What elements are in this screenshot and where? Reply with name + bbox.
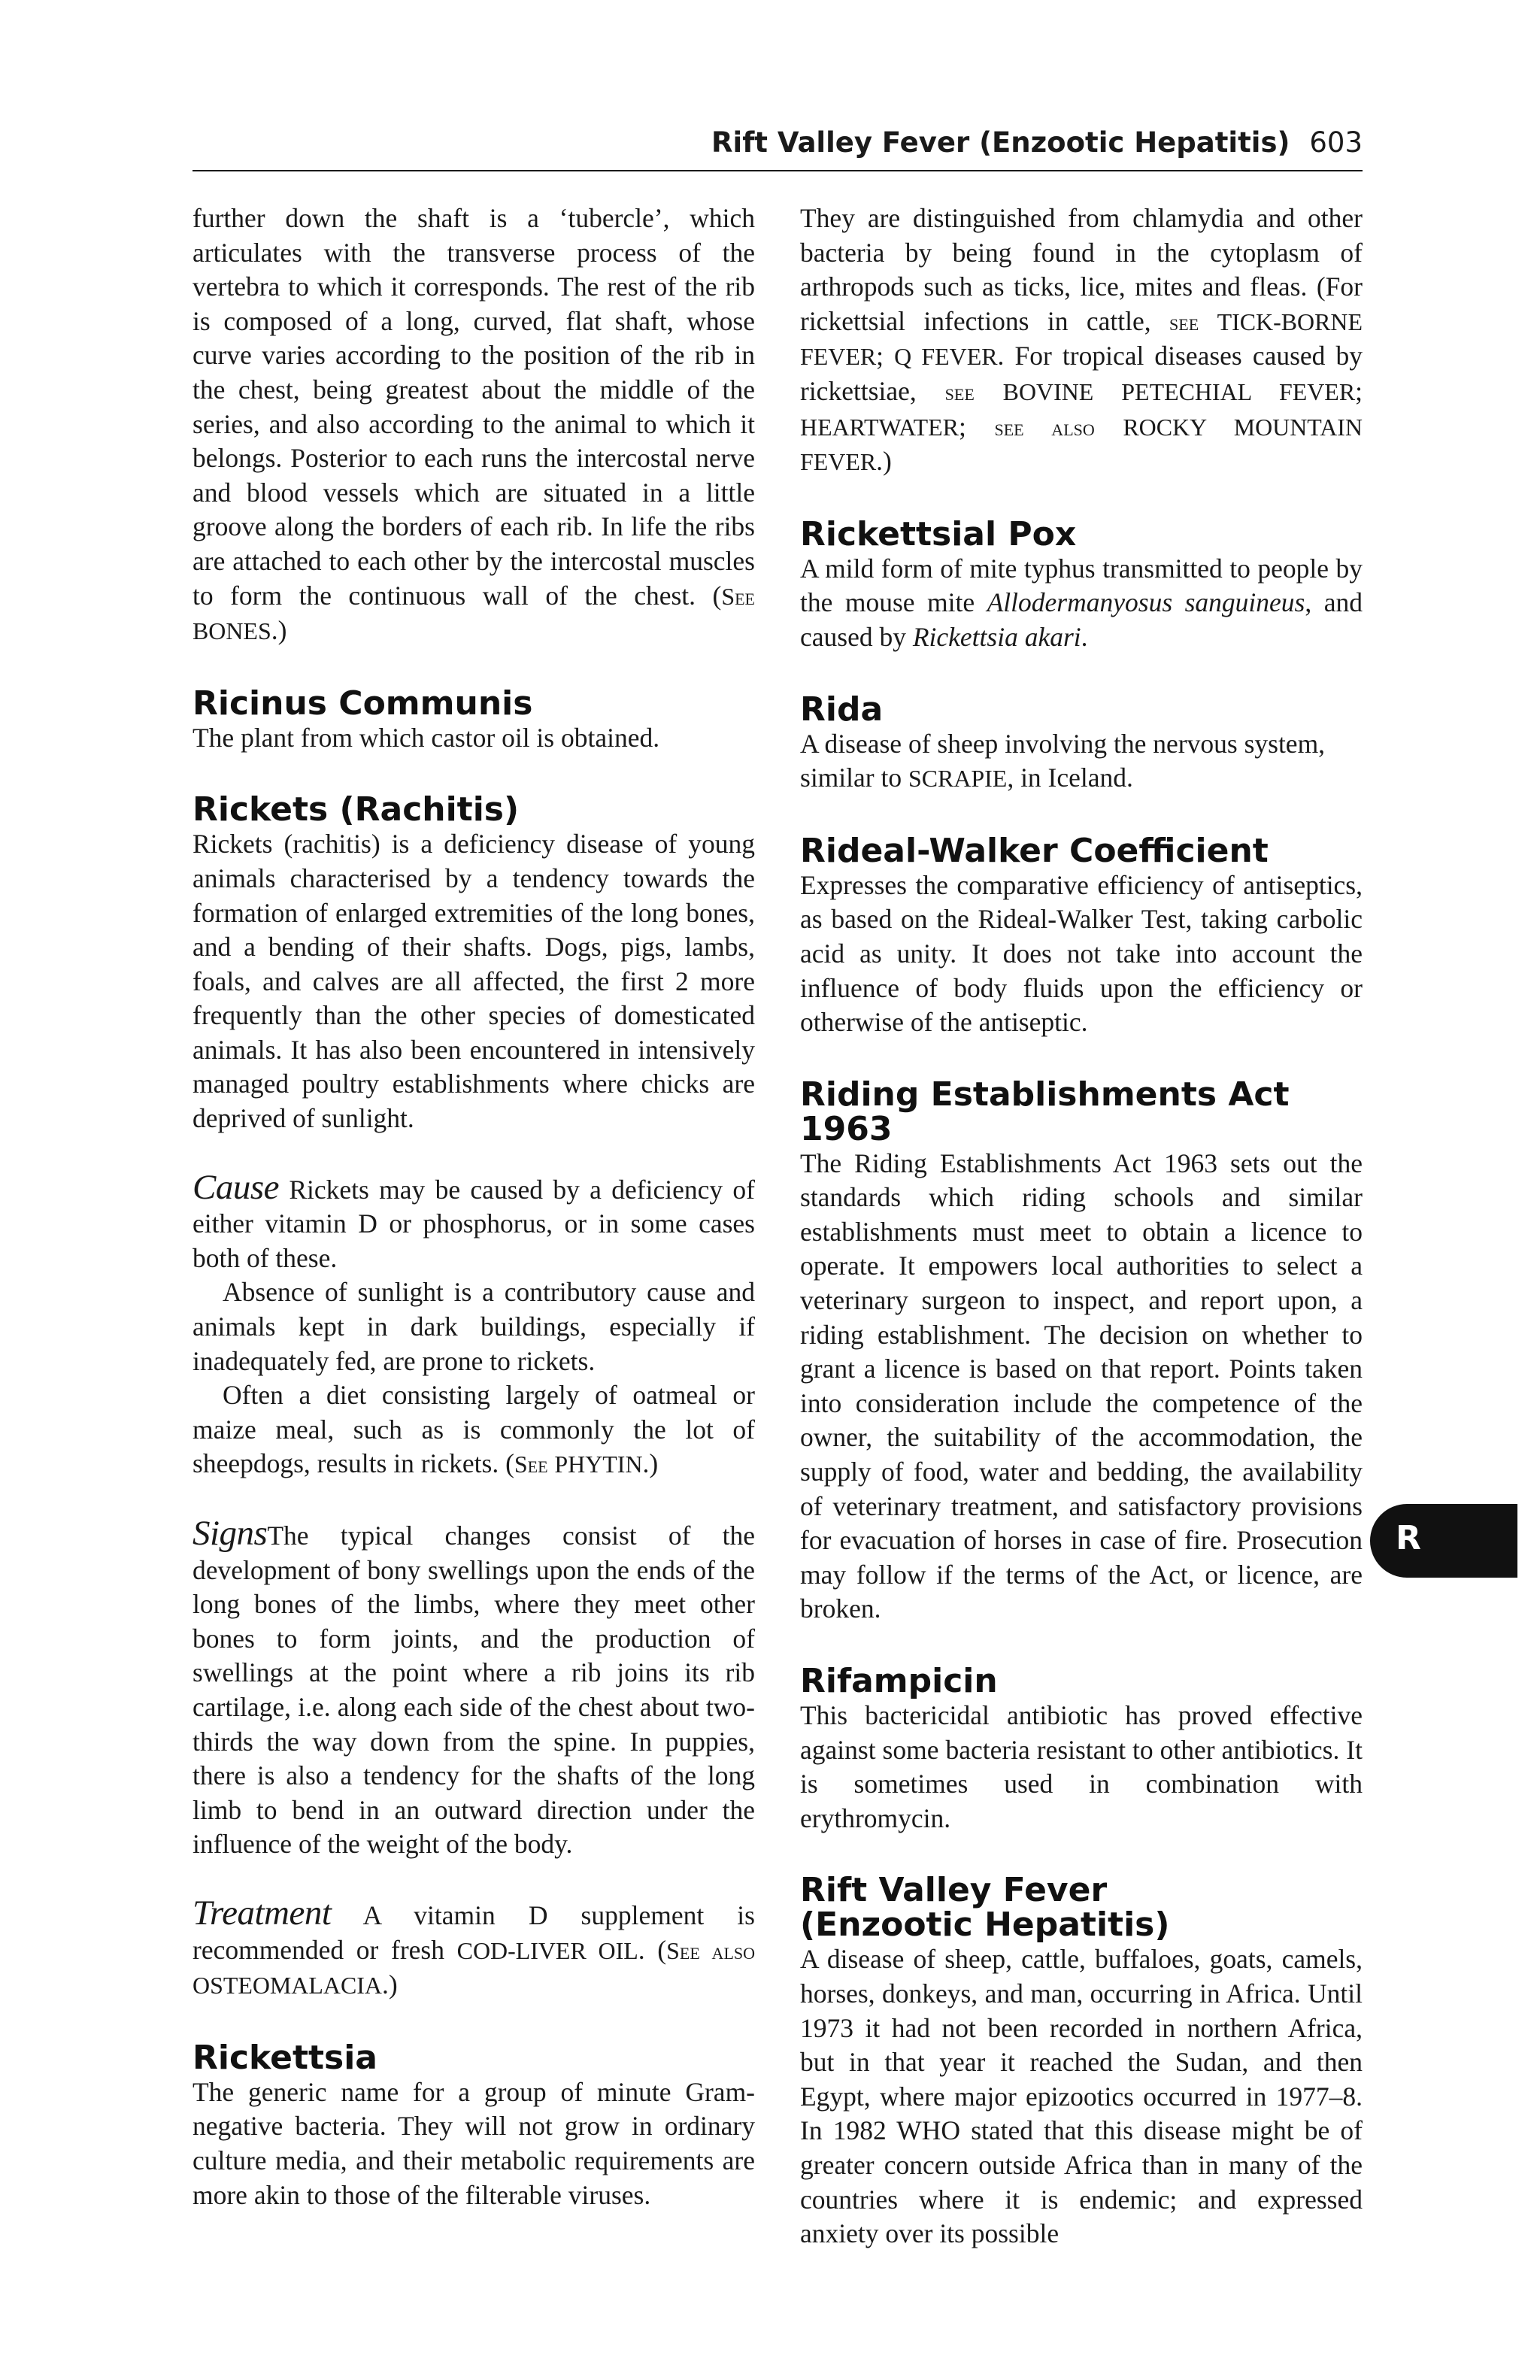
- entry-text-rideal-walker: Expresses the comparative efficiency of antiseptics, as based on the Rideal-Walker Test, taking carbolic acid as unity. It does not take into account the influence of body fluids upon the efficiency or otherwise of the antiseptic.: [800, 869, 1363, 1038]
- cross-ref-see: see: [1169, 308, 1199, 335]
- continued-paragraph: [192, 202, 755, 649]
- cross-ref-see: see: [944, 378, 975, 405]
- right-column: [800, 202, 1363, 2251]
- entry-text-rickettsial-pox: [800, 552, 1363, 655]
- punct: ;: [876, 341, 895, 371]
- cross-ref-osteomalacia[interactable]: OSTEOMALACIA: [192, 1972, 382, 2000]
- rickets-signs-paragraph: [192, 1514, 755, 1862]
- signs-text: The typical changes consist of the development of bony swellings upon the ends of the long bones of the limbs, where they meet other bones to form joints, and the production of swellings at the point where a rib joins its rib cartilage, i.e. along each side of the chest about two-thirds the way down from the spine. In puppies, there is also a tendency for the shafts of the long limb to bend in an outward direction under the influence of the weight of the body.: [192, 1520, 755, 1860]
- cross-ref-heartwater[interactable]: HEARTWATER: [800, 414, 959, 441]
- entry-heading-rida: Rida: [800, 690, 884, 729]
- species-name: Rickettsia akari: [912, 621, 1081, 652]
- treatment-text: A vitamin D supplement is recommended or fresh: [192, 1899, 755, 1965]
- heading-line-1: Rift Valley Fever: [800, 1871, 1108, 1910]
- entry-text-rickets-intro: Rickets (rachitis) is a deficiency disease of young animals characterised by a tendency towards the formation of enlarged extremities of the long bones, and a bending of their shafts. Dogs, pigs, lambs, foals, and calves are all affected, the first 2 more frequently than the other species of domesticated animals. It has also been encountered in intensively managed poultry establishments where chicks are deprived of sunlight.: [192, 829, 755, 1134]
- rickets-treatment-paragraph: [192, 1893, 755, 2003]
- punct: ;: [1355, 375, 1363, 406]
- cross-ref-see: See: [721, 583, 755, 610]
- rickets-cause-paragraph: [192, 1167, 755, 1276]
- cross-ref-bones[interactable]: BONES: [192, 618, 271, 645]
- entry-text-riding-establishments: The Riding Establishments Act 1963 sets out the standards which riding schools and similar establishments must meet to obtain a licence to operate. It empowers local authorities to select a veterinary surgeon to inspect, and report upon, a riding establishment. The decision on whether to grant a licence is based on that report. Points taken into consideration include the competence of the owner, the suitability of the accommodation, the supply of food, water and bedding, the availability of veterinary treatment, and satisfactory provisions for evacuation of horses in case of fire. Prosecution may follow if the terms of the Act, or licence, are broken.: [800, 1148, 1363, 1624]
- entry-heading-rickets: Rickets (Rachitis): [192, 790, 520, 829]
- rida-text: A disease of sheep involving the nervous system, similar to: [800, 728, 1326, 793]
- entry-heading-rickettsia: Rickettsia: [192, 2038, 377, 2077]
- rickets-cause-paragraph-2: Absence of sunlight is a contributory cause and animals kept in dark buildings, especially if inadequately fed, are prone to rickets.: [192, 1277, 755, 1376]
- entry-text-rickettsia: The generic name for a group of minute Gram-negative bacteria. They will not grow in ordinary culture media, and their metabolic requirements are more akin to those of the filterable viruses.: [192, 2076, 755, 2210]
- cross-ref-rocky-mountain-fever[interactable]: ROCKY MOUNTAIN FEVER: [800, 414, 1363, 476]
- entry-heading-rickettsial-pox: Rickettsial Pox: [800, 514, 1077, 553]
- cause-p3-text: Often a diet consisting largely of oatmeal or maize meal, such as is commonly the lot of sheepdogs, results in rickets. (: [192, 1380, 755, 1479]
- rickets-cause-paragraph-3: [192, 1378, 755, 1482]
- continued-paragraph-right: [800, 202, 1363, 480]
- punct: .: [1081, 621, 1088, 652]
- treatment-run-in-head: Treatment: [192, 1893, 332, 1933]
- thumb-index-tab[interactable]: [1370, 1504, 1517, 1578]
- continued-text: They are distinguished from chlamydia and other bacteria by being found in the cytoplasm of arthropods such as ticks, lice, mites and fleas. (For rickettsial infections in cattle,: [800, 203, 1363, 336]
- cross-ref-q-fever[interactable]: Q FEVER: [894, 344, 998, 371]
- spacer: [192, 1136, 755, 1171]
- heading-line-2: (Enzootic Hepatitis): [800, 1906, 1170, 1945]
- entry-text-rida: [800, 727, 1363, 796]
- punct: .): [271, 615, 287, 646]
- entry-text-ricinus: The plant from which castor oil is obtained.: [192, 722, 660, 753]
- entry-heading-rifampicin: Rifampicin: [800, 1662, 998, 1700]
- cross-ref-cod-liver-oil[interactable]: COD-LIVER OIL: [456, 1937, 638, 1964]
- left-column: [192, 202, 755, 2212]
- running-title: Rift Valley Fever (Enzootic Hepatitis): [711, 126, 1290, 159]
- pox-text: A mild form of mite typhus transmitted to people by the mouse mite: [800, 553, 1363, 618]
- pox-text-2: , and caused by: [800, 587, 1363, 652]
- cross-ref-see-also: see also: [994, 414, 1095, 441]
- continued-text: further down the shaft is a ‘tubercle’, which articulates with the transverse process of the vertebra to which it corresponds. The rest of the rib is composed of a long, curved, flat shaft, whose curve varies according to the position of the rib in the chest, being greatest about the middle of the series, and also according to the animal to which it belongs. Posterior to each runs the intercostal nerve and blood vessels which are situated in a little groove along the borders of each rib. In life the ribs are attached to each other by the intercostal muscles to form the continuous wall of the chest. (: [192, 203, 755, 611]
- cross-ref-scrapie[interactable]: SCRAPIE: [908, 766, 1008, 793]
- entry-heading-ricinus: Ricinus Communis: [192, 684, 533, 723]
- cross-ref-tick-borne-fever[interactable]: TICK-BORNE FEVER: [800, 308, 1363, 371]
- punct: .): [876, 446, 892, 477]
- running-head: [192, 126, 1363, 159]
- entry-heading-rideal-walker: Rideal-Walker Coefficient: [800, 831, 1269, 870]
- punct: . (: [638, 1934, 667, 1965]
- entry-text-rift-valley-fever: A disease of sheep, cattle, buffaloes, goats, camels, horses, donkeys, and man, occurring in Africa. Until 1973 it had not been recorded in northern Africa, but in that year it reached the Sudan, and then Egypt, where major epizootics occurred in 1977–8. In 1982 WHO stated that this disease might be of greater concern outside Africa than in many of the countries where it is endemic; and expressed anxiety over its possible: [800, 1944, 1363, 2249]
- header-rule: [192, 170, 1363, 171]
- species-name: Allodermanyosus sanguineus: [987, 587, 1305, 618]
- continued-text-2: . For tropical diseases caused by rickettsiae,: [800, 341, 1363, 406]
- punct: ;: [958, 411, 995, 441]
- page-number: 603: [1309, 126, 1363, 159]
- punct: .): [642, 1448, 659, 1479]
- thumb-index-letter: R: [1396, 1519, 1421, 1557]
- cross-ref-see-also: See also: [666, 1937, 755, 1964]
- entry-heading-rift-valley-fever: [800, 1871, 1363, 1945]
- cross-ref-phytin[interactable]: PHYTIN: [554, 1451, 643, 1478]
- rida-text-2: , in Iceland.: [1007, 763, 1133, 793]
- entry-heading-riding-establishments: Riding Establishments Act 1963: [800, 1075, 1290, 1148]
- punct: .): [381, 1969, 398, 2000]
- signs-run-in-head: Signs: [192, 1514, 268, 1553]
- cause-text: Rickets may be caused by a deficiency of either vitamin D or phosphorus, or in some cases both of these.: [192, 1174, 755, 1273]
- entry-text-rifampicin: This bactericidal antibiotic has proved effective against some bacteria resistant to other antibiotics. It is sometimes used in combination with erythromycin.: [800, 1700, 1363, 1833]
- spacer: [192, 1862, 755, 1896]
- cross-ref-see: See: [514, 1451, 548, 1478]
- cross-ref-bovine-petechial-fever[interactable]: BOVINE PETECHIAL FEVER: [1002, 378, 1356, 405]
- cause-run-in-head: Cause: [192, 1167, 279, 1207]
- spacer: [192, 1482, 755, 1517]
